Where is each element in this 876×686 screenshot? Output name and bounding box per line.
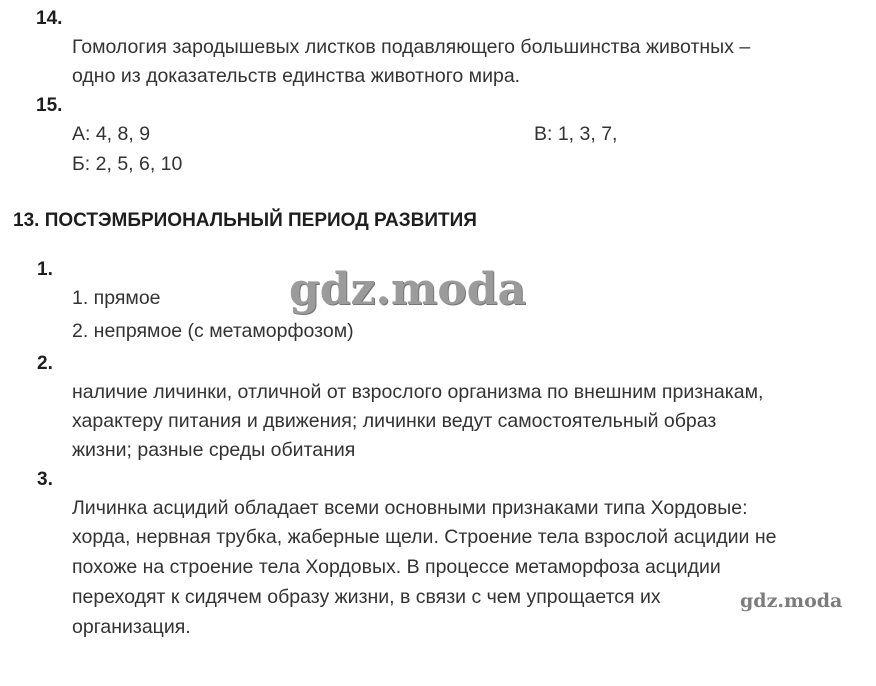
item-3-number: 3. (37, 469, 53, 490)
item-2-line-1: наличие личинки, отличной от взрослого организма по внешним признакам, (72, 381, 764, 403)
watermark-small: gdz.moda (740, 590, 843, 612)
item-3-line-2: хорда, нервная трубка, жаберные щели. Строение тела взрослой асцидии не (72, 526, 777, 548)
question-15-answer-v: В: 1, 3, 7, (534, 123, 618, 145)
item-3-line-3: похоже на строение тела Хордовых. В процессе метаморфоза асцидии (72, 556, 721, 578)
question-15-answer-b: Б: 2, 5, 6, 10 (72, 153, 183, 175)
question-14-number: 14. (36, 8, 63, 29)
watermark-large: gdz.moda (289, 264, 527, 315)
item-1-line-2: 2. непрямое (с метаморфозом) (72, 320, 354, 342)
question-14-line-2: одно из доказательств единства животного мира. (72, 65, 521, 87)
question-15-number: 15. (36, 95, 63, 116)
item-2-number: 2. (37, 353, 53, 374)
item-3-line-1: Личинка асцидий обладает всеми основными признаками типа Хордовые: (72, 497, 748, 519)
question-15-answer-a: А: 4, 8, 9 (72, 123, 151, 145)
item-3-line-4: переходят к сидячем образу жизни, в связи с чем упрощается их (72, 586, 661, 608)
item-2-line-3: жизни; разные среды обитания (72, 439, 356, 461)
item-3-line-5: организация. (72, 616, 191, 638)
item-1-line-1: 1. прямое (72, 287, 161, 309)
item-1-number: 1. (37, 259, 53, 280)
item-2-line-2: характеру питания и движения; личинки ведут самостоятельный образ (72, 410, 717, 432)
section-title: 13. ПОСТЭМБРИОНАЛЬНЫЙ ПЕРИОД РАЗВИТИЯ (13, 210, 477, 231)
question-14-line-1: Гомология зародышевых листков подавляющего большинства животных – (72, 36, 751, 58)
